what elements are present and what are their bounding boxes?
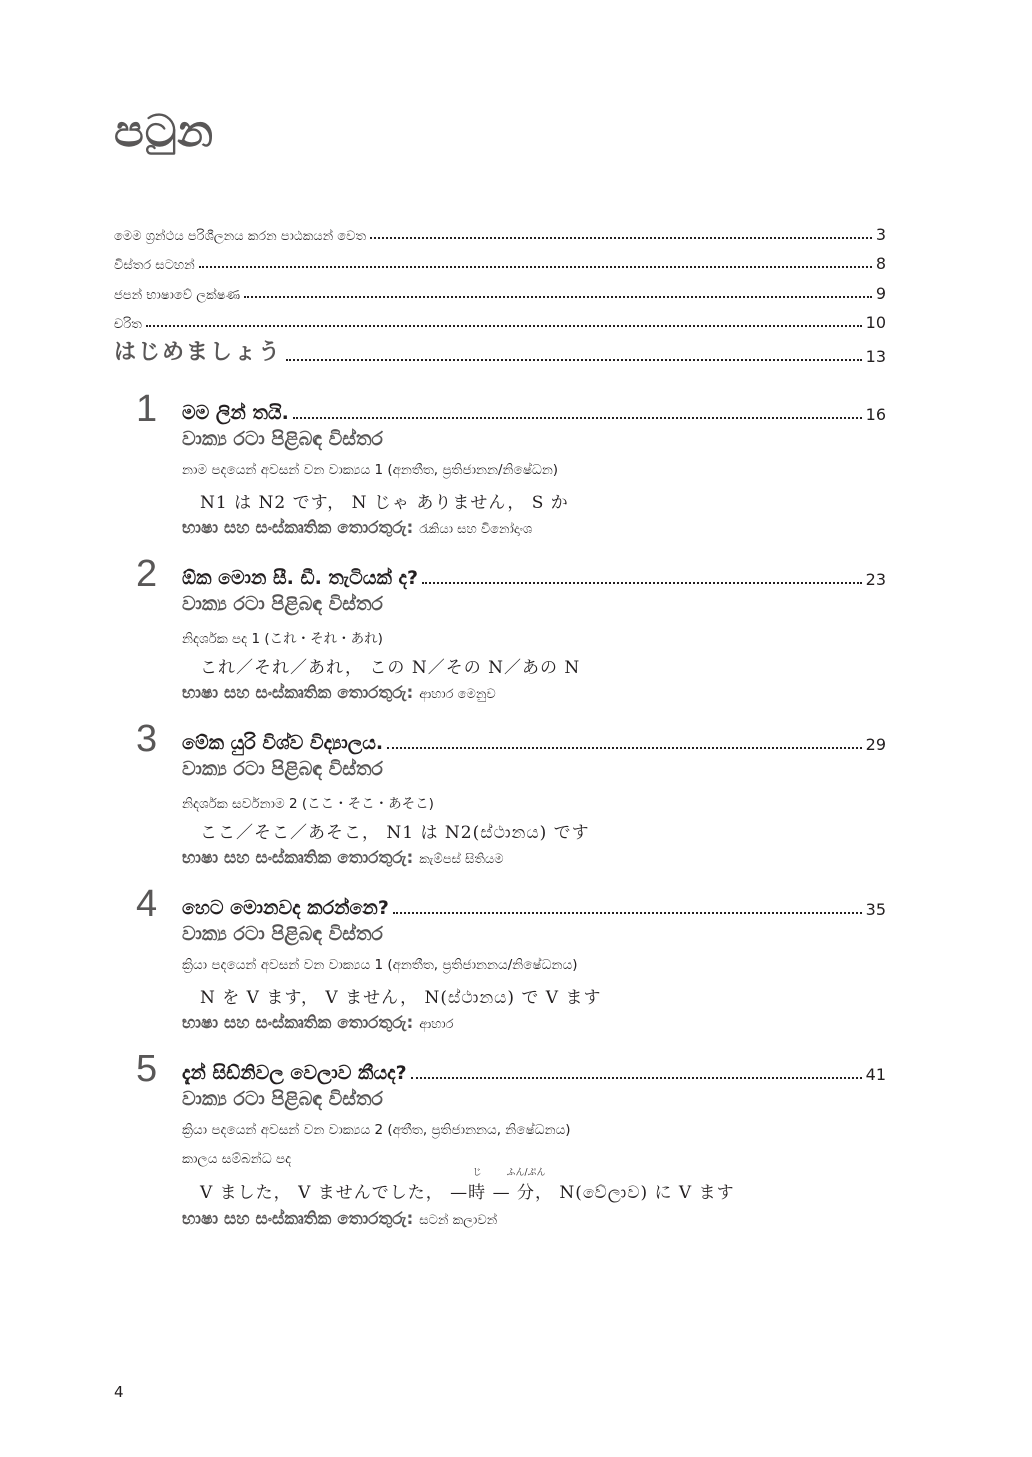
lesson-heading[interactable] (182, 893, 886, 919)
page-number: 4 (114, 1383, 124, 1401)
culture-info (182, 683, 496, 703)
grammar-topic: ක්‍රියා පදයෙන් අවසන් වන වාක්‍යය 2 (අතීත, ප්‍රතිජානනය, නිෂේධනය) (182, 1122, 571, 1138)
toc-entry-notes[interactable] (114, 244, 886, 274)
sentence-pattern: N1 は N2 です， N じゃ ありません， S か (200, 493, 569, 513)
dot-leader (422, 582, 862, 584)
culture-label: භාෂා සහ සංස්කෘතික තොරතුරු: (182, 518, 414, 538)
ruby-base: 分 (516, 1183, 535, 1203)
ruby-reading: じ (472, 1168, 482, 1178)
lesson-number: 3 (136, 718, 158, 760)
ruby-ji (468, 1168, 487, 1203)
culture-topic: ආහාර මෙනුව (419, 687, 496, 702)
sentence-pattern: ここ／そこ／あそこ， N1 は N2(ස්ථානය) です (200, 823, 590, 843)
dot-leader (199, 266, 872, 268)
dot-leader (286, 359, 862, 361)
culture-info (182, 1013, 454, 1033)
lesson-heading[interactable] (182, 1058, 886, 1084)
ruby-reading: ふん/ぷん (506, 1168, 546, 1178)
culture-label: භාෂා සහ සංස්කෘතික තොරතුරු: (182, 683, 414, 703)
front-matter-list (114, 214, 886, 366)
sentence-pattern: N を V ます， V ません， N(ස්ථානය) で V ます (200, 988, 602, 1008)
dot-leader (293, 417, 862, 419)
culture-label: භාෂා සහ සංස්කෘතික තොරතුරු: (182, 1209, 414, 1229)
lesson-title: ඕක මොන සී. ඩී. තැටියක් ද? (182, 567, 418, 589)
sentence-pattern: これ／それ／あれ， この N／その N／あの N (200, 658, 581, 678)
culture-label: භාෂා සහ සංස්කෘතික තොරතුරු: (182, 848, 414, 868)
toc-entry-characters[interactable] (114, 303, 886, 333)
grammar-heading: වාක්‍ය රටා පිළිබඳ විස්තර (182, 758, 383, 780)
dot-leader (146, 325, 862, 327)
lesson-page: 23 (865, 570, 886, 589)
culture-topic: කැම්පස් සිතියම (419, 852, 504, 867)
lesson-number: 2 (136, 553, 158, 595)
grammar-topic: නාම පදයෙන් අවසන් වන වාක්‍යය 1 (අනතීත, ප්‍රතිජානන/නිෂේධන) (182, 462, 559, 478)
grammar-heading: වාක්‍ය රටා පිළිබඳ විස්තර (182, 428, 383, 450)
toc-entry-page: 10 (865, 313, 886, 332)
dot-leader (387, 747, 862, 749)
toc-entry-label: චරිත (114, 317, 142, 332)
lesson-heading[interactable] (182, 563, 886, 589)
lesson-title: හෙට මොනවද කරන්නෙ? (182, 897, 389, 919)
grammar-heading: වාක්‍ය රටා පිළිබඳ විස්තර (182, 593, 383, 615)
lesson-number: 5 (136, 1048, 158, 1090)
pattern-part-b: ， N(වේලාව) に V ます (534, 1183, 735, 1203)
lesson-page: 35 (865, 900, 886, 919)
lesson-title: දැන් සිඩ්නිවල වෙලාව කීයද? (182, 1062, 407, 1084)
ruby-fun (506, 1168, 546, 1203)
lesson-number: 1 (136, 388, 158, 430)
grammar-topic: නිදර්ශක සර්වනාම 2 (ここ・そこ・あそこ) (182, 796, 434, 812)
culture-info (182, 1209, 497, 1229)
lesson-title: මේක යුරි විශ්ව විද්‍යාලය. (182, 732, 384, 754)
culture-info (182, 848, 504, 868)
toc-entry-to-readers[interactable] (114, 214, 886, 244)
toc-entry-page: 13 (865, 347, 886, 366)
lesson-heading[interactable] (182, 398, 886, 424)
culture-label: භාෂා සහ සංස්කෘතික තොරතුරු: (182, 1013, 414, 1033)
page-title: පටුන (114, 106, 215, 157)
culture-topic: සටන් කලාවන් (419, 1213, 498, 1228)
dot-leader (244, 296, 872, 298)
lesson-page: 16 (865, 405, 886, 424)
dot-leader (370, 237, 872, 239)
toc-entry-label: はじめましょう (114, 340, 283, 365)
toc-entry-hajimemashou[interactable] (114, 332, 886, 366)
grammar-topic: නිදර්ශක පද 1 (これ・それ・あれ) (182, 631, 383, 647)
dot-leader (393, 912, 862, 914)
grammar-topic-2: කාලය සම්බන්ධ පද (182, 1151, 292, 1167)
lesson-page: 41 (865, 1065, 886, 1084)
lesson-number: 4 (136, 883, 158, 925)
pattern-dash: — (486, 1183, 517, 1203)
toc-entry-page: 8 (875, 254, 886, 273)
toc-entry-page: 9 (875, 283, 886, 303)
toc-entry-label: මෙම ග්‍රන්ථය පරිශීලනය කරන පාඨකයන් වෙත (114, 228, 367, 244)
toc-entry-japanese-features[interactable] (114, 273, 886, 303)
grammar-topic: ක්‍රියා පදයෙන් අවසන් වන වාක්‍යය 1 (අනතීත, ප්‍රතිජානනය/නිෂේධනය) (182, 957, 578, 973)
pattern-part-a: V ました， V ませんでした， — (200, 1183, 469, 1203)
lesson-title: මම ලින් තයි. (182, 402, 289, 424)
sentence-pattern (200, 1168, 735, 1203)
culture-info (182, 518, 532, 538)
culture-topic: ආහාර (419, 1017, 454, 1032)
grammar-heading: වාක්‍ය රටා පිළිබඳ විස්තර (182, 923, 383, 945)
dot-leader (411, 1077, 862, 1079)
toc-entry-page: 3 (875, 224, 886, 244)
lesson-heading[interactable] (182, 728, 886, 754)
ruby-base: 時 (468, 1183, 487, 1203)
culture-topic: රැකියා සහ විනෝදාංශ (419, 522, 533, 537)
grammar-heading: වාක්‍ය රටා පිළිබඳ විස්තර (182, 1088, 383, 1110)
toc-entry-label: විස්තර සටහන් (114, 258, 195, 273)
lesson-page: 29 (865, 735, 886, 754)
toc-entry-label: ජපන් භාෂාවේ ලක්ෂණ (114, 287, 241, 303)
